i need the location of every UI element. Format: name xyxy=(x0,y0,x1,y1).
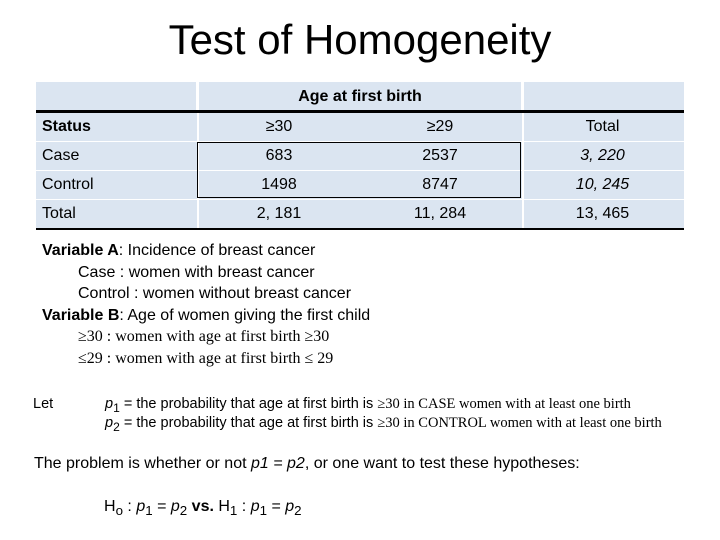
h1-p2-sub: 2 xyxy=(294,503,302,519)
let-word: Let xyxy=(33,396,54,412)
table-cell: 11, 284 xyxy=(413,205,467,222)
table-cell: 8747 xyxy=(422,176,458,193)
p2-subscript: 2 xyxy=(113,419,120,434)
problem-prefix: The problem is whether or not xyxy=(34,455,251,472)
h0-equals: = xyxy=(152,498,171,515)
variable-a-label: Variable A xyxy=(42,242,119,259)
highlight-box xyxy=(197,142,521,198)
table-cell: 1498 xyxy=(261,176,297,193)
table-cell: 2537 xyxy=(422,147,458,164)
row-label: Total xyxy=(42,205,76,222)
h0-symbol: H xyxy=(104,498,116,515)
col-header-ge30: ≥30 xyxy=(265,118,293,135)
h1-p1-sub: 1 xyxy=(259,503,268,519)
h0-p2: p xyxy=(170,498,180,515)
table-bottom-rule xyxy=(36,228,684,230)
variable-a-desc: : Incidence of breast cancer xyxy=(118,242,316,259)
header-blank-cell xyxy=(36,82,196,110)
variable-a-line xyxy=(42,240,315,262)
column-divider xyxy=(522,113,524,228)
p2-tail: ≥30 in CONTROL women with at least one birth xyxy=(377,415,662,431)
hypotheses xyxy=(104,496,302,522)
p2-definition xyxy=(105,413,662,438)
p1-symbol: p xyxy=(105,396,114,412)
problem-suffix: , or one want to test these hypotheses: xyxy=(304,455,580,472)
table-cell: 3, 220 xyxy=(580,147,625,164)
p1-tail: ≥30 in CASE women with at least one birth xyxy=(377,396,631,412)
variable-a-control: Control : women without breast cancer xyxy=(78,285,352,302)
variable-b-desc: : Age of women giving the first child xyxy=(119,306,371,324)
col-header-ge29: ≥29 xyxy=(426,118,454,135)
p2-text: = the probability that age at first birth is xyxy=(119,415,378,431)
page-title: Test of Homogeneity xyxy=(168,16,552,63)
table-cell: 13, 465 xyxy=(575,205,630,222)
row-label: Case xyxy=(42,147,80,164)
variable-b-label: Variable B xyxy=(42,306,120,324)
h0-p1-sub: 1 xyxy=(145,503,153,519)
h1-separator: : xyxy=(237,498,251,515)
variable-b-line xyxy=(42,305,370,327)
table-cell: 683 xyxy=(265,147,293,164)
variable-b-le29: ≤29 : women with age at first birth ≤ 29 xyxy=(78,349,334,367)
h1-equals: = xyxy=(267,498,286,515)
p1-text: = the probability that age at first birth is xyxy=(119,396,378,412)
p2-symbol: p xyxy=(105,415,114,431)
h1-p1: p xyxy=(250,498,260,515)
h0-separator: : xyxy=(122,498,137,515)
h0-p2-sub: 2 xyxy=(179,503,188,519)
col-header-status: Status xyxy=(42,118,91,135)
col-header-total: Total xyxy=(585,118,620,135)
group-header: Age at first birth xyxy=(199,82,521,110)
vs-word: vs. xyxy=(187,498,219,515)
table-cell: 2, 181 xyxy=(256,205,302,222)
header-total-blank xyxy=(524,82,684,110)
problem-equation: p1 = p2 xyxy=(251,455,305,472)
row-label: Control xyxy=(42,176,94,193)
problem-statement xyxy=(34,453,580,475)
h0-p1: p xyxy=(136,498,146,515)
variable-a-case: Case : women with breast cancer xyxy=(78,263,315,281)
table-row xyxy=(36,200,684,229)
h0-subscript: o xyxy=(115,503,123,519)
table-cell: 10, 245 xyxy=(575,176,630,193)
h1-symbol: H xyxy=(218,498,230,515)
h1-p2: p xyxy=(285,498,295,515)
variable-b-ge30: ≥30 : women with age at first birth ≥30 xyxy=(78,328,330,345)
p1-subscript: 1 xyxy=(113,400,120,415)
h1-subscript: 1 xyxy=(229,503,238,519)
table-header-row xyxy=(36,113,684,142)
